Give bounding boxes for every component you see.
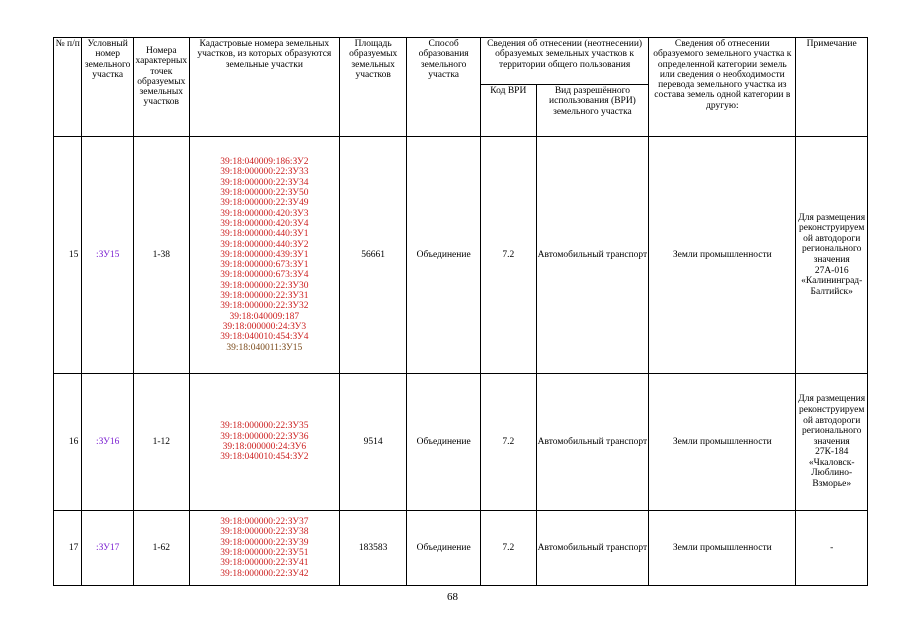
header-note: Примечание [796, 38, 868, 137]
cadastral-number: 39:18:000000:22:ЗУ36 [220, 431, 309, 442]
cadastral-number: 39:18:000000:22:ЗУ49 [220, 198, 309, 209]
header-formation-method: Способ образования земельного участка [407, 38, 481, 137]
cadastral-number: 39:18:040010:454:ЗУ4 [220, 332, 309, 343]
cadastral-number: 39:18:040009:187 [229, 311, 300, 322]
note: Для размещения реконструируемой автодороги регионального значения 27А-016 «Калининград-Балтийск» [796, 137, 868, 374]
table-row [54, 137, 868, 374]
cadastral-number: 39:18:000000:22:ЗУ37 [220, 517, 309, 528]
area-value: 56661 [340, 137, 407, 374]
header-number: № п/п [54, 38, 82, 137]
row-number: 17 [54, 511, 82, 586]
formation-method: Объединение [407, 137, 481, 374]
area-value: 9514 [340, 374, 407, 511]
cadastral-number: 39:18:000000:22:ЗУ31 [220, 291, 309, 302]
land-category: Земли промышленности [649, 137, 796, 374]
cadastral-number: 39:18:000000:439:ЗУ1 [220, 249, 309, 260]
cadastral-number: 39:18:000000:420:ЗУ3 [220, 208, 309, 219]
note: - [796, 511, 868, 586]
vri-code: 7.2 [480, 511, 536, 586]
vri-type: Автомобильный транспорт [536, 374, 649, 511]
points-range: 1-12 [133, 374, 189, 511]
cadastral-number: 39:18:000000:673:ЗУ1 [220, 260, 309, 271]
cadastral-number: 39:18:000000:22:ЗУ35 [220, 421, 309, 432]
cadastral-number: 39:18:040011:ЗУ15 [226, 342, 303, 353]
cadastral-number: 39:18:000000:22:ЗУ34 [220, 177, 309, 188]
vri-code: 7.2 [480, 374, 536, 511]
vri-type: Автомобильный транспорт [536, 137, 649, 374]
table-row [54, 374, 868, 511]
cadastral-number: 39:18:000000:22:ЗУ50 [220, 188, 309, 199]
cadastral-number: 39:18:040009:186:ЗУ2 [220, 157, 309, 168]
cadastral-list [189, 137, 339, 374]
cadastral-number: 39:18:000000:22:ЗУ32 [220, 301, 309, 312]
land-category: Земли промышленности [649, 374, 796, 511]
cadastral-number: 39:18:000000:24:ЗУ3 [222, 321, 307, 332]
plot-id: :ЗУ15 [82, 137, 134, 374]
area-value: 183583 [340, 511, 407, 586]
note: Для размещения реконструируемой автодороги регионального значения 27К-184 «Чкаловск-Люблино-Взморье» [796, 374, 868, 511]
cadastral-number: 39:18:000000:22:ЗУ39 [220, 537, 309, 548]
cadastral-number: 39:18:000000:22:ЗУ41 [220, 558, 309, 569]
cadastral-number: 39:18:000000:22:ЗУ30 [220, 280, 309, 291]
land-plots-table [53, 37, 868, 586]
vri-code: 7.2 [480, 137, 536, 374]
cadastral-number: 39:18:000000:22:ЗУ38 [220, 527, 309, 538]
cadastral-number: 39:18:000000:22:ЗУ33 [220, 167, 309, 178]
cadastral-number: 39:18:000000:673:ЗУ4 [220, 270, 309, 281]
header-conditional-number: Условный номер земельного участка [82, 38, 134, 137]
plot-id: :ЗУ17 [82, 511, 134, 586]
cadastral-number: 39:18:000000:22:ЗУ51 [220, 548, 309, 558]
cadastral-number: 39:18:000000:22:ЗУ42 [220, 568, 309, 579]
cadastral-number: 39:18:040010:454:ЗУ2 [220, 452, 309, 463]
cadastral-number: 39:18:000000:440:ЗУ1 [220, 229, 309, 240]
cadastral-number: 39:18:000000:420:ЗУ4 [220, 218, 309, 229]
header-land-category: Сведения об отнесении образуемого земельного участка к определенной категории земель или сведения о необходимости перевода земельного участка из состава земель одной категории в другую: [649, 38, 796, 137]
page-number: 68 [447, 591, 458, 603]
land-category: Земли промышленности [649, 511, 796, 586]
formation-method: Объединение [407, 511, 481, 586]
row-number: 15 [54, 137, 82, 374]
cadastral-list [189, 374, 339, 511]
header-vri-code: Код ВРИ [480, 85, 536, 137]
vri-type: Автомобильный транспорт [536, 511, 649, 586]
points-range: 1-62 [133, 511, 189, 586]
cadastral-number: 39:18:000000:440:ЗУ2 [220, 239, 309, 250]
cadastral-number: 39:18:000000:24:ЗУ6 [222, 442, 307, 452]
table-row [54, 511, 868, 586]
points-range: 1-38 [133, 137, 189, 374]
header-area: Площадь образуемых земельных участков [340, 38, 407, 137]
plot-id: :ЗУ16 [82, 374, 134, 511]
header-points: Номера характерных точек образуемых земельных участков [133, 38, 189, 137]
header-vri-type: Вид разрешённого использования (ВРИ) земельного участка [536, 85, 649, 137]
cadastral-list [189, 511, 339, 586]
header-public-use: Сведения об отнесении (неотнесении) образуемых земельных участков к территории общего пользования [480, 38, 648, 85]
formation-method: Объединение [407, 374, 481, 511]
row-number: 16 [54, 374, 82, 511]
header-cadastral-numbers: Кадастровые номера земельных участков, из которых образуются земельные участки [189, 38, 339, 137]
